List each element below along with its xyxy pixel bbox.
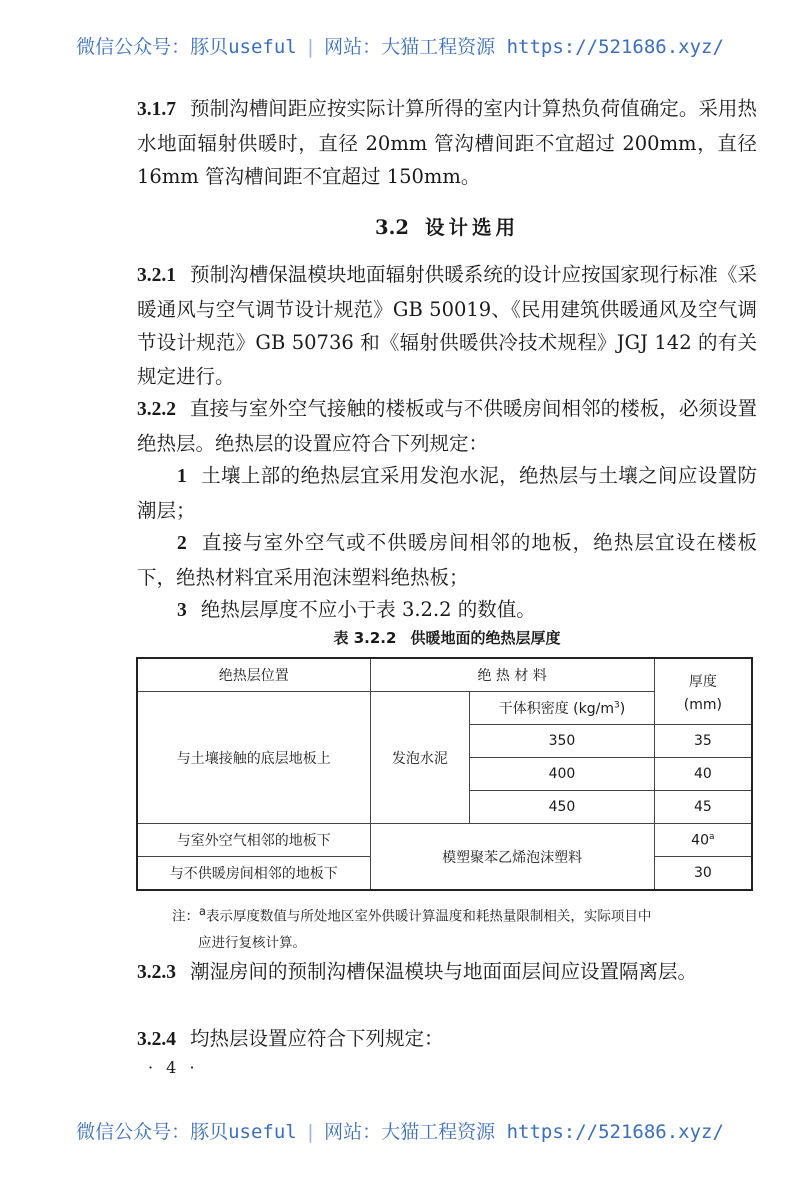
watermark-wechat: 微信公众号：豚贝useful	[76, 36, 297, 58]
header-material: 绝 热 材 料	[370, 658, 654, 692]
watermark-bottom	[0, 1117, 800, 1144]
header-thickness-unit: (mm)	[683, 696, 722, 713]
table-header-row	[137, 658, 752, 692]
clause-3-2-4	[137, 1022, 757, 1057]
clause-3-2-1	[137, 258, 757, 393]
clause-number: 3.2.1	[137, 265, 176, 286]
density-label: 干体积密度 (kg/m	[498, 701, 614, 717]
table-row	[137, 824, 752, 857]
header-density	[470, 692, 654, 725]
cell-density: 350	[470, 725, 654, 758]
clause-number: 3.2.2	[137, 399, 176, 420]
item-number: 2	[177, 533, 187, 554]
clause-3-2-2-item-1	[137, 459, 757, 527]
density-superscript: 3	[614, 700, 620, 711]
cell-soil-position: 与土壤接触的底层地板上	[137, 692, 370, 824]
clause-number: 3.1.7	[137, 99, 176, 120]
cell-thickness: 35	[654, 725, 752, 758]
cell-density: 400	[470, 758, 654, 791]
clause-3-2-2	[137, 392, 757, 460]
watermark-wechat: 微信公众号：豚贝useful	[76, 1121, 297, 1143]
clause-text: 预制沟槽保温模块地面辐射供暖系统的设计应按国家现行标准《采暖通风与空气调节设计规范》GB 50019、《民用建筑供暖通风及空气调节设计规范》GB 50736 和《辐射供暖供冷技术规程》JGJ 142 的有关规定进行。	[137, 263, 757, 388]
clause-number: 3.2.3	[137, 962, 176, 983]
table-caption-number: 表 3.2.2	[333, 629, 397, 647]
header-thickness-label: 厚度	[688, 673, 717, 690]
table-caption	[137, 627, 757, 648]
note-label: 注：	[172, 908, 199, 925]
cell-thickness: 45	[654, 791, 752, 824]
clause-text: 均热层设置应符合下列规定：	[190, 1027, 444, 1050]
clause-3-2-3	[137, 955, 757, 990]
cell-unheated-position: 与不供暖房间相邻的地板下	[137, 857, 370, 891]
clause-number: 3.2.4	[137, 1029, 176, 1050]
watermark-separator: |	[304, 1121, 317, 1143]
density-close: )	[619, 701, 626, 717]
section-title: 设计选用	[424, 216, 519, 239]
outdoor-thickness-value: 40	[691, 832, 709, 849]
header-thickness	[654, 658, 752, 725]
section-heading	[137, 212, 757, 240]
clause-3-2-2-item-2	[137, 526, 757, 594]
clause-text: 预制沟槽间距应按实际计算所得的室内计算热负荷值确定。采用热水地面辐射供暖时，直径 20mm 管沟槽间距不宜超过 200mm，直径 16mm 管沟槽间距不宜超过 150mm。	[137, 97, 757, 188]
header-position: 绝热层位置	[137, 658, 370, 692]
watermark-website: 网站：大猫工程资源 https://521686.xyz/	[324, 1121, 724, 1143]
cell-thickness: 40	[654, 758, 752, 791]
cell-outdoor-position: 与室外空气相邻的地板下	[137, 824, 370, 857]
table-caption-title: 供暖地面的绝热层厚度	[410, 629, 561, 647]
cell-outdoor-thickness	[654, 824, 752, 857]
clause-3-2-2-item-3	[137, 593, 757, 628]
footnote-mark: a	[709, 831, 715, 842]
insulation-thickness-table	[136, 657, 753, 891]
note-mark: a	[199, 905, 206, 918]
cell-unheated-thickness: 30	[654, 857, 752, 891]
clause-text: 潮湿房间的预制沟槽保温模块与地面面层间应设置隔离层。	[190, 960, 698, 983]
item-number: 1	[177, 466, 187, 487]
cell-density: 450	[470, 791, 654, 824]
cell-soil-material: 发泡水泥	[370, 692, 470, 824]
clause-text: 直接与室外空气接触的楼板或与不供暖房间相邻的楼板，必须设置绝热层。绝热层的设置应符合下列规定：	[137, 397, 757, 455]
watermark-top	[0, 32, 800, 59]
item-text: 绝热层厚度不应小于表 3.2.2 的数值。	[200, 598, 536, 621]
watermark-separator: |	[304, 36, 317, 58]
table-note	[172, 899, 762, 956]
note-line-1: 表示厚度数值与所处地区室外供暖计算温度和耗热量限制相关，实际项目中	[205, 908, 652, 925]
section-number: 3.2	[375, 216, 409, 239]
watermark-website: 网站：大猫工程资源 https://521686.xyz/	[324, 36, 724, 58]
item-text: 土壤上部的绝热层宜采用发泡水泥，绝热层与土壤之间应设置防潮层；	[137, 464, 757, 522]
page-number: · 4 ·	[148, 1058, 199, 1077]
note-line-2: 应进行复核计算。	[198, 934, 306, 951]
item-number: 3	[177, 600, 187, 621]
item-text: 直接与室外空气或不供暖房间相邻的地板，绝热层宜设在楼板下，绝热材料宜采用泡沫塑料绝热板；	[137, 531, 757, 589]
clause-3-1-7	[137, 92, 757, 194]
cell-eps-material: 模塑聚苯乙烯泡沫塑料	[370, 824, 654, 891]
